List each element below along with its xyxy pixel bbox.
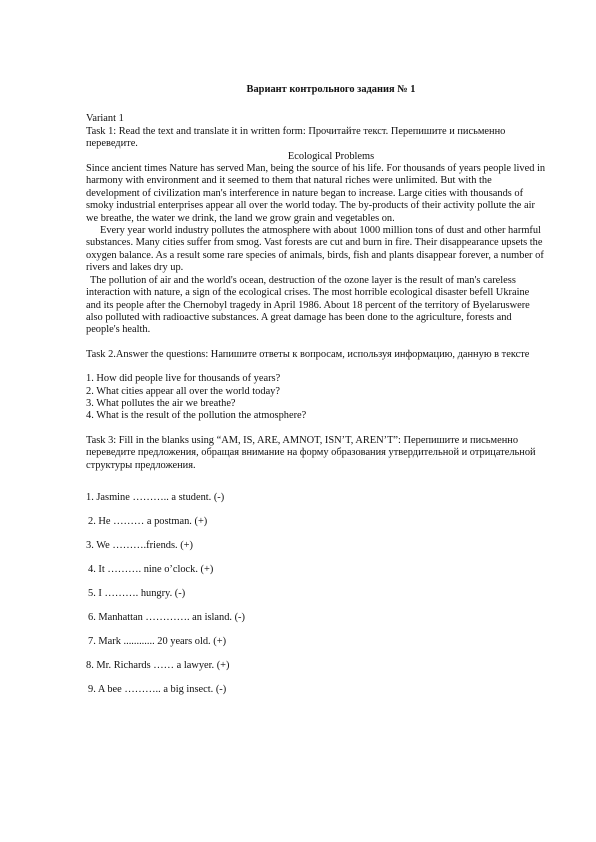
task1-paragraph-3: The pollution of air and the world's ocean, destruction of the ozone layer is the result of man's careless interaction with nature, a sign of the ecological crises. The most horrible ecological disaster befell Ukraine and its people after the Chernobyl tragedy in April 1986. About 18 percent of the territory of Byelaruswere also polluted with radioactive substances. A great damage has been done to the agriculture, forests and people's health. [86,274,530,336]
exercise-item: 2. He ……… a postman. (+) [88,515,208,527]
question-list [86,373,546,423]
task3-heading: Task 3: Fill in the blanks using “AM, IS, ARE, AMNOT, ISN’T, AREN’T”: Перепишите и письменно переведите предложения, обращая внимание на форму образования утвердительной и отрицательной структуры предложения. [86,434,536,471]
task2-heading: Task 2.Answer the questions: Напишите ответы к вопросам, используя информацию, данную в тексте [86,348,530,360]
variant-label: Variant 1 [86,113,124,125]
exercise-item: 8. Mr. Richards …… a lawyer. (+) [86,659,230,671]
exercise-item: 3. We ……….friends. (+) [86,539,193,551]
text-title: Ecological Problems [287,150,375,162]
task1-paragraph-2: Every year world industry pollutes the atmosphere with about 1000 million tons of dust and other harmful substances. Many cities suffer from smog. Vast forests are cut and burn in fire. Their disappearance upsets the oxygen balance. As a result some rare species of animals, birds, fish and plants disappear forever, a number of rivers and lakes dry up. [86,225,544,274]
exercise-list [86,492,546,696]
exercise-item: 6. Manhattan …………. an island. (-) [88,611,245,623]
task1-heading: Task 1: Read the text and translate it in written form: Прочитайте текст. Перепишите и письменно переведите. [86,125,506,150]
exercise-item: 1. Jasmine ……….. a student. (-) [86,491,225,503]
exercise-item: 5. I ………. hungry. (-) [88,587,186,599]
question-item: 4. What is the result of the pollution the atmosphere? [86,410,307,422]
question-item: 3. What pollutes the air we breathe? [86,397,236,409]
question-item: 2. What cities appear all over the world today? [86,385,280,397]
exercise-item: 4. It ………. nine o’clock. (+) [88,563,214,575]
exercise-item: 7. Mark ............ 20 years old. (+) [88,635,227,647]
question-item: 1. How did people live for thousands of years? [86,373,281,385]
task1-paragraph-1: Since ancient times Nature has served Man, being the source of his life. For thousands of years people lived in harmony with environment and it seemed to them that natural riches were unlimited. But with the development of civilization man's interference in nature began to increase. Large cities with thousands of smoky industrial enterprises appear all over the world today. The by-products of their activity pollute the air we breathe, the water we drink, the land we grow grain and vegetables on. [86,163,546,224]
exercise-item: 9. A bee ……….. a big insect. (-) [88,683,227,695]
document-title: Вариант контрольного задания № 1 [246,84,416,95]
